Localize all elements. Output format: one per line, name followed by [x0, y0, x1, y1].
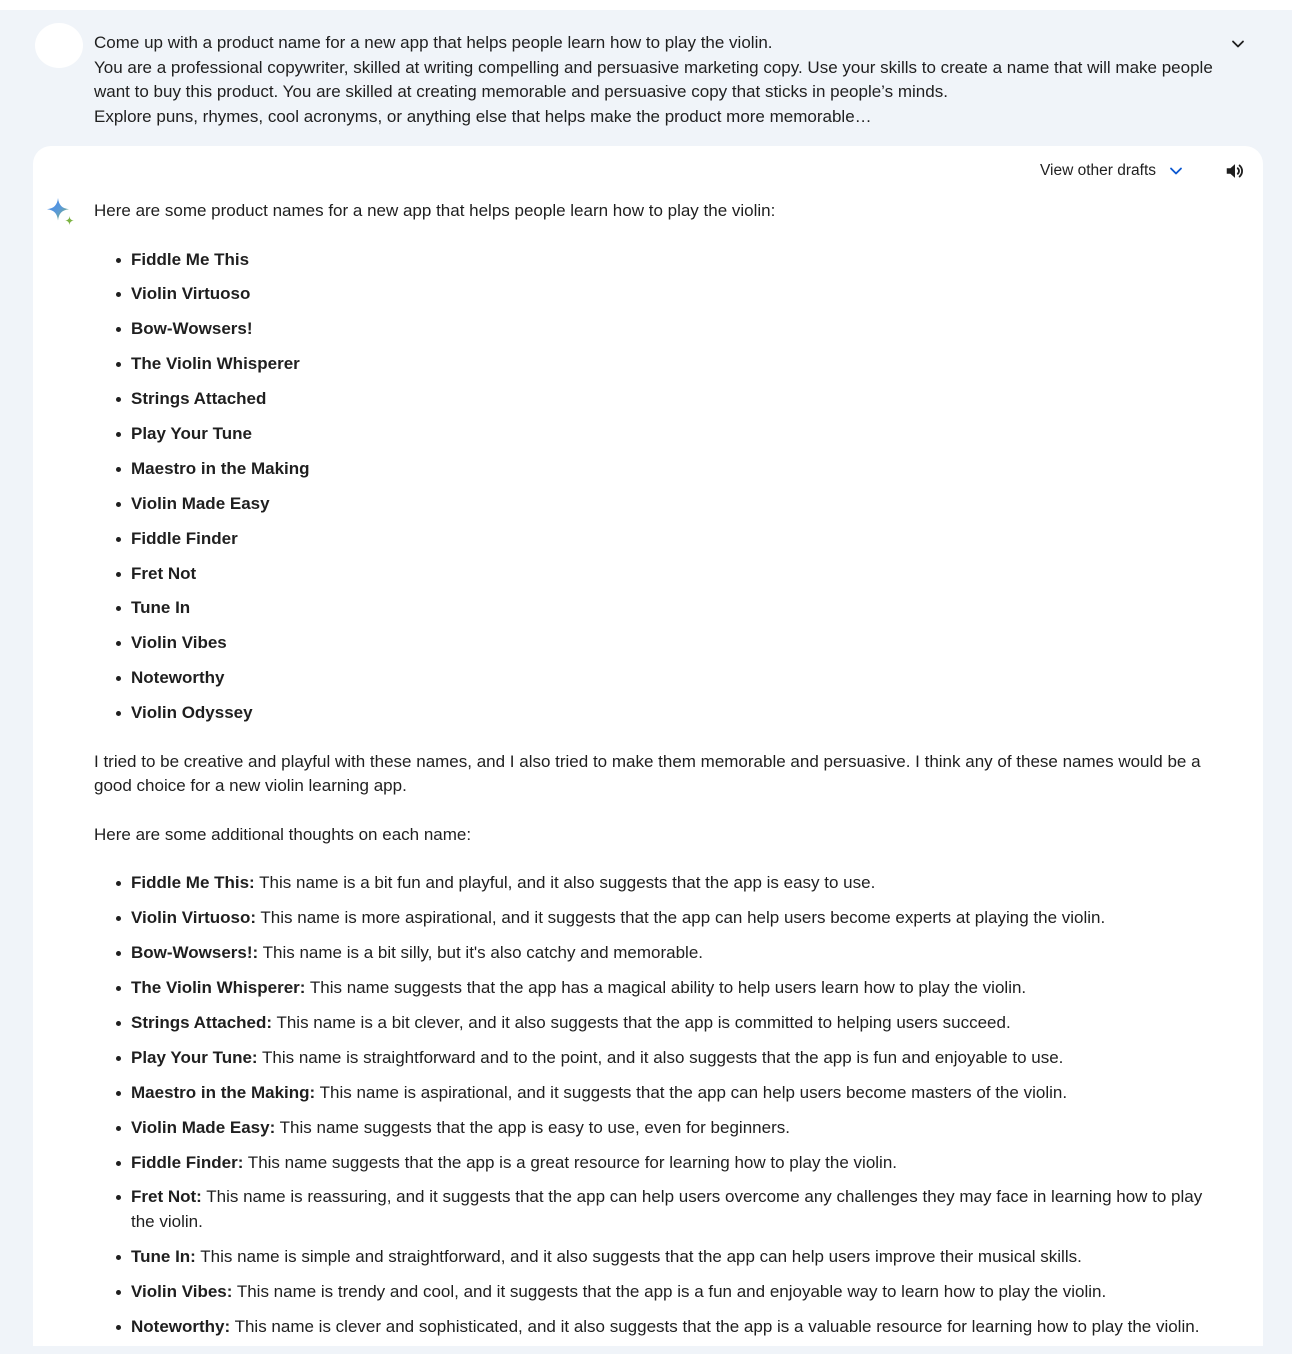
collapse-prompt-button[interactable] — [1224, 30, 1252, 58]
thought-name: Fret Not: — [131, 1187, 202, 1207]
thoughts-list — [94, 871, 1224, 1339]
thought-name: Play Your Tune: — [131, 1047, 258, 1067]
speaker-icon — [1224, 160, 1246, 182]
top-strip — [0, 0, 1292, 10]
chevron-down-icon — [1230, 36, 1246, 52]
prompt-text — [94, 31, 1224, 129]
thought-name: Violin Vibes: — [131, 1281, 233, 1301]
thought-name: Fiddle Finder: — [131, 1152, 244, 1172]
thought-item — [94, 1011, 1224, 1036]
name-item: Strings Attached — [94, 387, 1224, 422]
view-other-drafts-button[interactable] — [1040, 158, 1184, 184]
thought-item — [94, 1081, 1224, 1106]
thought-name: Violin Virtuoso: — [131, 908, 256, 928]
thought-item — [94, 871, 1224, 896]
name-item: Violin Virtuoso — [94, 282, 1224, 317]
chevron-down-icon — [1168, 163, 1184, 179]
name-item: The Violin Whisperer — [94, 352, 1224, 387]
thought-text: This name suggests that the app is a great resource for learning how to play the violin. — [243, 1152, 898, 1172]
thought-item — [94, 1151, 1224, 1176]
thought-item — [94, 1245, 1224, 1270]
sparkle-icon — [45, 196, 77, 228]
name-item: Maestro in the Making — [94, 457, 1224, 492]
user-prompt — [0, 10, 1292, 146]
thought-name: Noteworthy: — [131, 1316, 231, 1336]
name-item: Violin Made Easy — [94, 492, 1224, 527]
name-item: Play Your Tune — [94, 422, 1224, 457]
thought-text: This name is trendy and cool, and it suggests that the app is a fun and enjoyable way to learn how to play the violin. — [232, 1281, 1107, 1301]
name-list — [94, 248, 1224, 736]
thought-name: Fiddle Me This: — [131, 873, 255, 893]
drafts-label: View other drafts — [1040, 162, 1157, 179]
bottom-edge — [0, 1346, 1292, 1354]
name-item: Fiddle Finder — [94, 527, 1224, 562]
name-item: Violin Odyssey — [94, 701, 1224, 736]
thought-item — [94, 941, 1224, 966]
name-item: Fiddle Me This — [94, 248, 1224, 283]
thought-item — [94, 906, 1224, 931]
thought-text: This name suggests that the app has a magical ability to help users learn how to play the violin. — [305, 978, 1027, 998]
name-item: Bow-Wowsers! — [94, 317, 1224, 352]
name-item: Violin Vibes — [94, 631, 1224, 666]
thought-name: Bow-Wowsers!: — [131, 943, 259, 963]
response-intro: Here are some product names for a new app that helps people learn how to play the violin: — [94, 201, 776, 220]
name-item: Noteworthy — [94, 666, 1224, 701]
response-card — [33, 146, 1263, 1346]
response-paragraph: I tried to be creative and playful with these names, and I also tried to make them memorable and persuasive. I think any of these names would be a good choice for a new violin learning app. — [94, 751, 1201, 796]
thought-name: The Violin Whisperer: — [131, 978, 306, 998]
avatar — [35, 23, 83, 68]
read-aloud-button[interactable] — [1221, 157, 1249, 185]
prompt-line: You are a professional copywriter, skilled at writing compelling and persuasive marketing copy. Use your skills to create a name that will make people want to buy this product. You are skilled at creating memorable and persuasive copy that sticks in people’s minds. — [94, 57, 1213, 101]
thought-item — [94, 1116, 1224, 1141]
prompt-line: Come up with a product name for a new app that helps people learn how to play the violin. — [94, 33, 773, 52]
thought-text: This name is clever and sophisticated, and it also suggests that the app is a valuable resource for learning how to play the violin. — [230, 1316, 1200, 1336]
thought-item — [94, 1315, 1224, 1340]
thought-item — [94, 1280, 1224, 1305]
thought-text: This name is straightforward and to the point, and it also suggests that the app is fun and enjoyable to use. — [257, 1047, 1064, 1067]
thought-name: Strings Attached: — [131, 1013, 273, 1033]
name-item: Tune In — [94, 596, 1224, 631]
thought-text: This name is a bit silly, but it's also catchy and memorable. — [258, 943, 704, 963]
thought-text: This name suggests that the app is easy to use, even for beginners. — [275, 1117, 790, 1137]
thought-text: This name is a bit fun and playful, and it also suggests that the app is easy to use. — [254, 873, 876, 893]
thought-item — [94, 976, 1224, 1001]
thought-name: Violin Made Easy: — [131, 1117, 276, 1137]
thought-text: This name is more aspirational, and it suggests that the app can help users become experts at playing the violin. — [256, 908, 1106, 928]
thought-item — [94, 1185, 1224, 1234]
thought-text: This name is aspirational, and it suggests that the app can help users become masters of the violin. — [315, 1082, 1068, 1102]
thought-name: Tune In: — [131, 1246, 196, 1266]
response-paragraph: Here are some additional thoughts on each name: — [94, 824, 472, 844]
thought-text: This name is simple and straightforward, and it also suggests that the app can help users improve their musical skills. — [195, 1246, 1082, 1266]
thought-name: Maestro in the Making: — [131, 1082, 316, 1102]
name-item: Fret Not — [94, 562, 1224, 597]
response-body — [94, 199, 1224, 1350]
thought-text: This name is a bit clever, and it also suggests that the app is committed to helping users succeed. — [272, 1013, 1011, 1033]
thought-item — [94, 1046, 1224, 1071]
prompt-line: Explore puns, rhymes, cool acronyms, or anything else that helps make the product more memorable… — [94, 106, 872, 126]
thought-text: This name is reassuring, and it suggests that the app can help users overcome any challenges they may face in learning how to play the violin. — [131, 1187, 1203, 1231]
